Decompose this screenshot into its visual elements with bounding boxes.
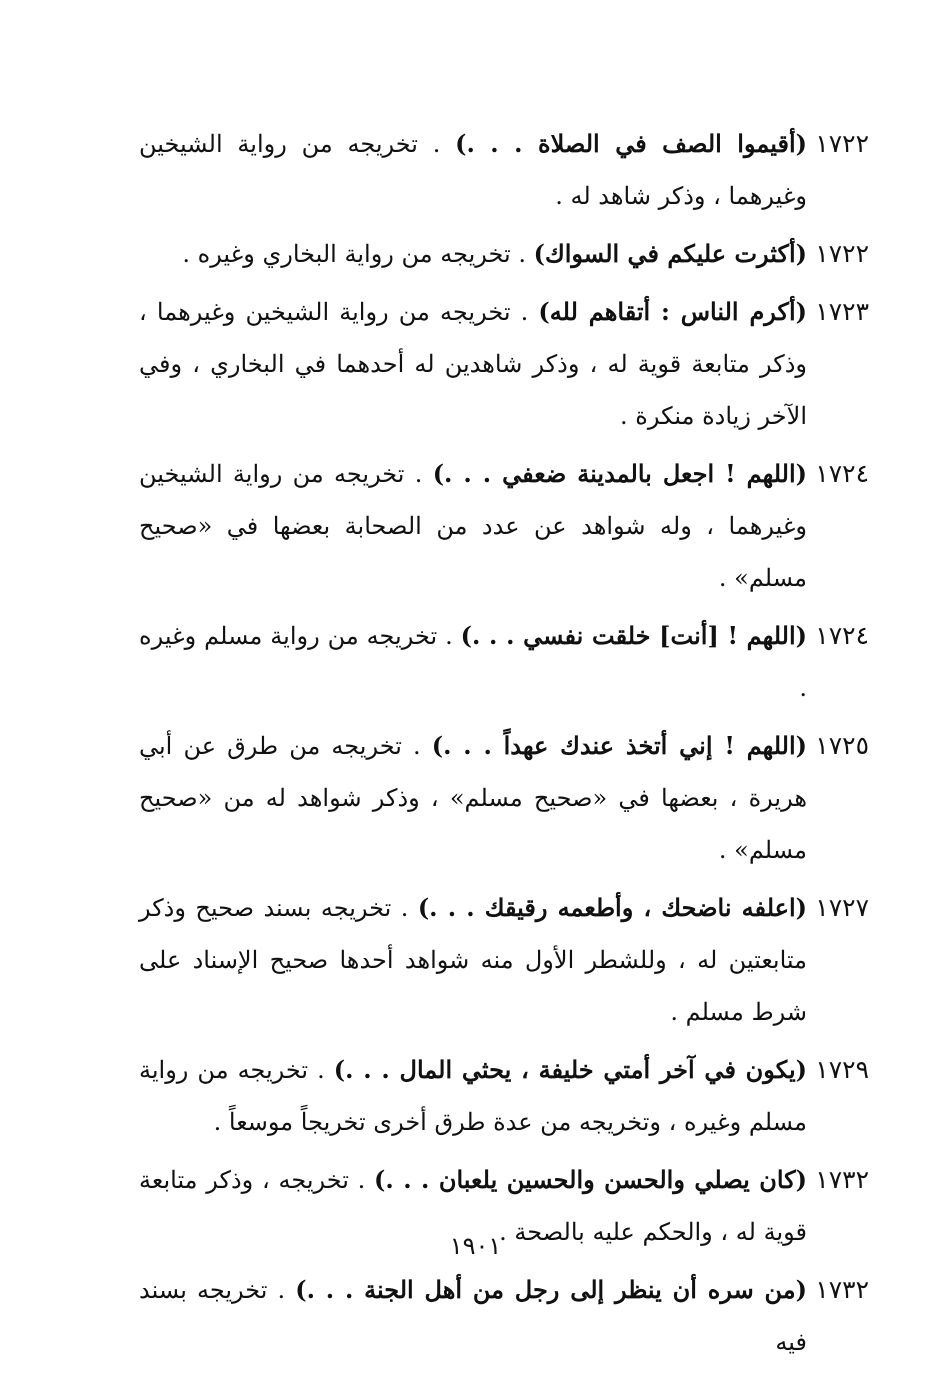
- entry: [139, 286, 869, 442]
- hadith-quote: (أكثرت عليكم في السواك): [533, 239, 807, 268]
- entry-commentary: . تخريجه من رواية البخاري وغيره .: [182, 240, 534, 268]
- entry-number: ١٧٢٢: [815, 129, 869, 158]
- hadith-quote: (أكرم الناس : أتقاهم لله): [538, 297, 808, 326]
- entry-commentary: . تخريجه بسند فيه: [139, 1276, 807, 1356]
- entry: [139, 1264, 869, 1368]
- hadith-quote: (اعلفه ناضحك ، وأطعمه رقيقك . . .): [417, 893, 807, 922]
- entry-text: [139, 882, 807, 1038]
- entry-commentary: . تخريجه من طرق عن أبي هريرة ، بعضها في «صحيح مسلم» ، وذكر شواهد له من «صحيح مسلم» .: [139, 732, 807, 864]
- entry-text: [139, 448, 807, 604]
- entry-number: ١٧٢٣: [815, 297, 869, 326]
- entry-commentary: . تخريجه من رواية مسلم وغيره ، وتخريجه من عدة طرق أخرى تخريجاً موسعاً .: [139, 1056, 807, 1136]
- hadith-quote: (كان يصلي والحسن والحسين يلعبان . . .): [374, 1165, 808, 1194]
- entry-commentary: . تخريجه من رواية مسلم وغيره .: [139, 622, 807, 702]
- page-number: ١٩٠١: [449, 1232, 502, 1260]
- entry-number: ١٧٢٩: [815, 1055, 869, 1084]
- entry-text: [139, 1264, 807, 1368]
- entry-text: [139, 286, 807, 442]
- entry-commentary: . تخريجه بسند صحيح وذكر متابعتين له ، وللشطر الأول منه شواهد أحدها صحيح الإسناد على شرط مسلم .: [139, 894, 807, 1026]
- entry-text: [139, 228, 807, 280]
- hadith-quote: (اللهم ! اجعل بالمدينة ضعفي . . .): [432, 459, 807, 488]
- entry: [139, 720, 869, 876]
- entry-number: ١٧٢٢: [815, 239, 869, 268]
- entry-number: ١٧٣٢: [815, 1165, 869, 1194]
- entry-commentary: . تخريجه من رواية الشيخين وغيرهما ، وذكر شاهد له .: [139, 130, 807, 210]
- entry: [139, 882, 869, 1038]
- entries-list: [139, 118, 869, 1374]
- entry-number: ١٧٢٤: [815, 459, 869, 488]
- entry-text: [139, 1044, 807, 1148]
- hadith-quote: (يكون في آخر أمتي خليفة ، يحثي المال . . .): [333, 1055, 807, 1084]
- entry-number: ١٧٢٤: [815, 621, 869, 650]
- entry-number: ١٧٣٢: [815, 1275, 869, 1304]
- hadith-quote: (اللهم ! إني أتخذ عندك عهداً . . .): [431, 731, 808, 760]
- entry-commentary: . تخريجه ، وذكر متابعة قوية له ، والحكم عليه بالصحة .: [139, 1166, 807, 1246]
- entry: [139, 228, 869, 280]
- entry: [139, 448, 869, 604]
- entry: [139, 118, 869, 222]
- entry-number: ١٧٢٧: [815, 893, 869, 922]
- entry-text: [139, 720, 807, 876]
- entry-commentary: . تخريجه من رواية الشيخين وغيرهما ، وله شواهد عن عدد من الصحابة بعضها في «صحيح مسلم» .: [139, 460, 807, 592]
- entry-commentary: . تخريجه من رواية الشيخين وغيرهما ، وذكر متابعة قوية له ، وذكر شاهدين له أحدهما في البخاري ، وفي الآخر زيادة منكرة .: [139, 298, 807, 430]
- entry: [139, 610, 869, 714]
- entry-text: [139, 610, 807, 714]
- hadith-quote: (أقيموا الصف في الصلاة . . .): [455, 129, 807, 158]
- hadith-quote: (اللهم ! [أنت] خلقت نفسي . . .): [460, 621, 808, 650]
- entry-text: [139, 118, 807, 222]
- hadith-quote: (من سره أن ينظر إلى رجل من أهل الجنة . . .): [295, 1275, 807, 1304]
- entry-number: ١٧٢٥: [815, 731, 869, 760]
- entry: [139, 1044, 869, 1148]
